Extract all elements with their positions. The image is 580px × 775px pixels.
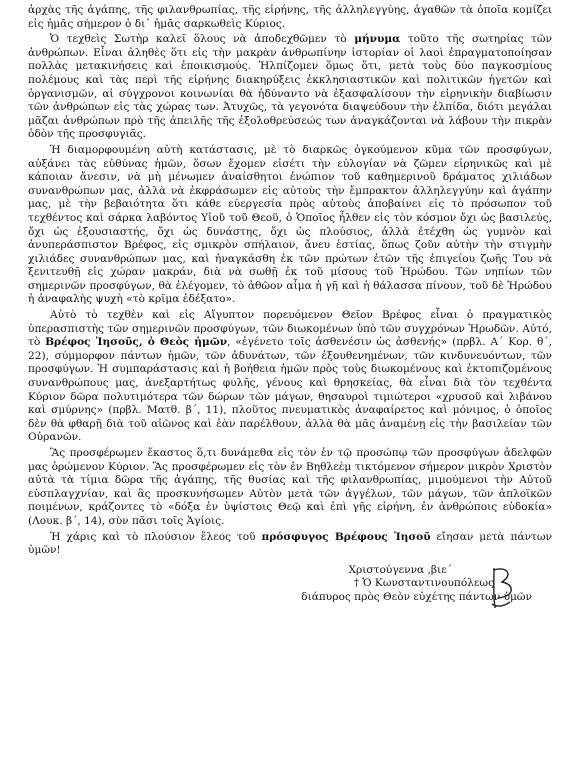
paragraph-text: εἴησαν μετὰ πάντων ὑμῶν! (28, 530, 552, 557)
paragraph (28, 33, 552, 142)
closing-line: διάπυρος πρὸς Θεὸν εὐχέτης πάντων ὑμῶν (301, 590, 532, 603)
paragraph (28, 4, 552, 31)
signature-block (28, 564, 552, 605)
paragraph (28, 531, 552, 558)
paragraph (28, 144, 552, 307)
paragraph-text: τοῦτο τῆς σωτηρίας τῶν ἀνθρώπων. Εἶναι ἀληθὲς ὅτι εἰς τὴν μακρὰν ἀνθρωπίνην ἱστορίαν οἱ λαοὶ ἐπραγματοποίησαν πολλὰς μετακινήσεις καὶ ἐποικισμούς. Ἠλπίζομεν ὅμως ὅτι, μετὰ τοὺς δύο παγκοσμίους πολέμους καὶ τὰς περὶ τῆς εἰρήνης διακηρύξεις ἐκκλησιαστικῶν καὶ πολιτικῶν ἡγετῶν καὶ ὀργανισμῶν, αἱ σύγχρονοι κοινωνίαι θὰ ἠδύναντο νὰ ἐξασφαλίσουν τὴν εἰρηνικὴν διαβίωσιν τῶν ἀνθρώπων εἰς τὰς χώρας των. Ἀτυχῶς, τὰ γεγονότα διαψεύδουν τὴν ἐλπίδα, διότι μεγάλαι μᾶζαι ἀνθρώπων πρὸ τῆς ἀπειλῆς τῆς ἐξολοθρεύσεώς των ἀναγκάζονται νὰ λάβουν τὴν πικρὰν ὁδὸν τῆς προσφυγιᾶς. (28, 33, 552, 141)
paragraph (28, 447, 552, 529)
paragraph (28, 309, 552, 445)
emphasis-text: Βρέφος Ἰησοῦς, ὁ Θεὸς ἡμῶν (45, 336, 228, 349)
handwritten-signature (484, 564, 524, 612)
paragraph-text: Αὐτὸ τὸ τεχθὲν καὶ εἰς Αἴγυπτον πορευόμενον Θεῖον Βρέφος εἶναι ὁ πραγματικὸς ὑπερασπιστὴς τῶν σημερινῶν προσφύγων, τῶν διωκομένων ὑπὸ τῶν συγχρόνων Ἡρωδῶν. Αὐτό, τὸ (28, 309, 552, 349)
document-body (28, 4, 552, 558)
paragraph-text: Ἂς προσφέρωμεν ἕκαστος ὅ,τι δυνάμεθα εἰς τὸν ἐν τῷ προσώπῳ τῶν προσφύγων ἀδελφῶν μας ὁρώμενον Κύριον. Ἂς προσφέρωμεν εἰς τὸν ἐν Βηθλεὲμ τικτόμενον σήμερον μικρὸν Χριστὸν αὐτὰ τὰ τίμια δῶρα τῆς ἀγάπης, τῆς θυσίας καὶ τῆς φιλανθρωπίας, μιμούμενοι τὴν Αὐτοῦ εὐσπλαγχνίαν, καὶ ἂς προσκυνήσωμεν Αὐτὸν μετὰ τῶν ἀγγέλων, τῶν μάγων, τῶν ἁπλοϊκῶν ποιμένων, κράζοντες τὸ «δόξα ἐν ὑψίστοις Θεῷ καὶ ἐπὶ γῆς εἰρήνη, ἐν ἀνθρώποις εὐδοκία» (Λουκ. β´, 14), σὺν πᾶσι τοῖς Ἁγίοις. (28, 447, 552, 527)
paragraph-text: , «ἐγένετο τοῖς ἀσθενέσιν ὡς ἀσθενής» (πρβλ. Α´ Κορ. θ´, 22), σύμμορφον πάντων ἡμῶν, τῶν ἀδυνάτων, τῶν ἐξουθενημένων, τῶν κινδυνευόντων, τῶν προσφύγων. Ἡ συμπαράστασις καὶ ἡ βοήθεια ἡμῶν πρὸς τοὺς διωκομένους καὶ ἐκτοπιζομένους συνανθρώπους μας, ἀνεξαρτήτως φυλῆς, γένους καὶ θρησκείας, θὰ εἶναι διὰ τὸν τεχθέντα Κύριον δῶρα πολυτιμότερα τῶν δώρων τῶν μάγων, θησαυροὶ τιμιώτεροι «χρυσοῦ καὶ λιβάνου καὶ σμύρνης» (πρβλ. Ματθ. β´, 11), πλοῦτος πνευματικὸς ἀναφαίρετος καὶ μόνιμος, ὁ ὁποῖος δὲν θὰ φθαρῇ διὰ τοῦ αἰῶνος καὶ ἐὰν παρέλθουν, ἀλλὰ θὰ μᾶς ἀναμένῃ εἰς τὴν βασιλείαν τῶν Οὐρανῶν. (28, 336, 553, 444)
emphasis-text: μήνυμα (354, 33, 401, 46)
paragraph-text: Ὁ τεχθεὶς Σωτὴρ καλεῖ ὅλους νὰ ἀποδεχθῶμεν τὸ (50, 33, 355, 46)
paragraph-text: ἀρχὰς τῆς ἀγάπης, τῆς φιλανθρωπίας, τῆς εἰρήνης, τῆς ἀλληλεγγύης, ἀγαθῶν τὰ ὁποῖα κομίζει εἰς ἡμᾶς σήμερον ὁ δι᾽ ἡμᾶς σαρκωθεὶς Κύριος. (28, 4, 552, 30)
paragraph-text: Ἡ διαμορφουμένη αὐτὴ κατάστασις, μὲ τὸ διαρκῶς ὀγκούμενον κῦμα τῶν προσφύγων, αὐξάνει τὰς εὐθύνας ἡμῶν, ὅσων ἔχομεν εἰσέτι τὴν εὐλογίαν νὰ ζῶμεν εἰρηνικῶς καὶ μὲ κάποιαν ἄνεσιν, νὰ μὴ μένωμεν ἀναίσθητοι ἐνώπιον τοῦ καθημερινοῦ δράματος χιλιάδων συνανθρώπων μας, ἀλλὰ νὰ ἐκφράσωμεν εἰς αὐτοὺς τὴν ἔμπρακτον ἀλληλεγγύην καὶ ἀγάπην μας, μὲ τὴν βεβαιότητα ὅτι κάθε εὐεργεσία πρὸς αὐτοὺς ἀποβαίνει εἰς τὸ πρόσωπον τοῦ τεχθέντος καὶ σάρκα λαβόντος Υἱοῦ τοῦ Θεοῦ, ὁ Ὁποῖος ἦλθεν εἰς τὸν κόσμον ὄχι ὡς βασιλεύς, ὄχι ὡς ἐξουσιαστής, ὄχι ὡς δυνάστης, ὄχι ὡς πλούσιος, ἀλλὰ ἐτέχθη ὡς γυμνὸν καὶ ἀνυπεράσπιστον Βρέφος, εἰς σμικρὸν σπήλαιον, ἄνευ ἑστίας, ὅπως ζοῦν αὐτὴν τὴν στιγμὴν χιλιάδες συνανθρώπων μας, καὶ ἠναγκάσθη ἐκ τῶν πρώτων ἐτῶν τῆς ἐπιγείου ζωῆς Του νὰ ξενιτευθῇ εἰς χώραν μακράν, διὰ νὰ σωθῇ ἐκ τοῦ μίσους τοῦ Ἡρώδου. Τῶν νηπίων τῶν σημερινῶν προσφύγων, θὰ ἐλέγομεν, τὸ ἀθῶον αἷμα ἡ γῆ καὶ ἡ θάλασσα πίνουν, τοῦ δὲ Ἡρώδου ἡ ἀναφαλὴς ψυχὴ «τὸ κρῖμα ἐδέξατο». (28, 143, 552, 306)
signer-line: † Ὁ Κωνσταντινουπόλεως (353, 577, 494, 590)
emphasis-text: πρόσφυγος Βρέφους Ἰησοῦ (261, 530, 431, 543)
date-line: Χριστούγεννα ,βιε´ (348, 563, 452, 576)
paragraph-text: Ἡ χάρις καὶ τὸ πλούσιον ἔλεος τοῦ (50, 530, 262, 543)
